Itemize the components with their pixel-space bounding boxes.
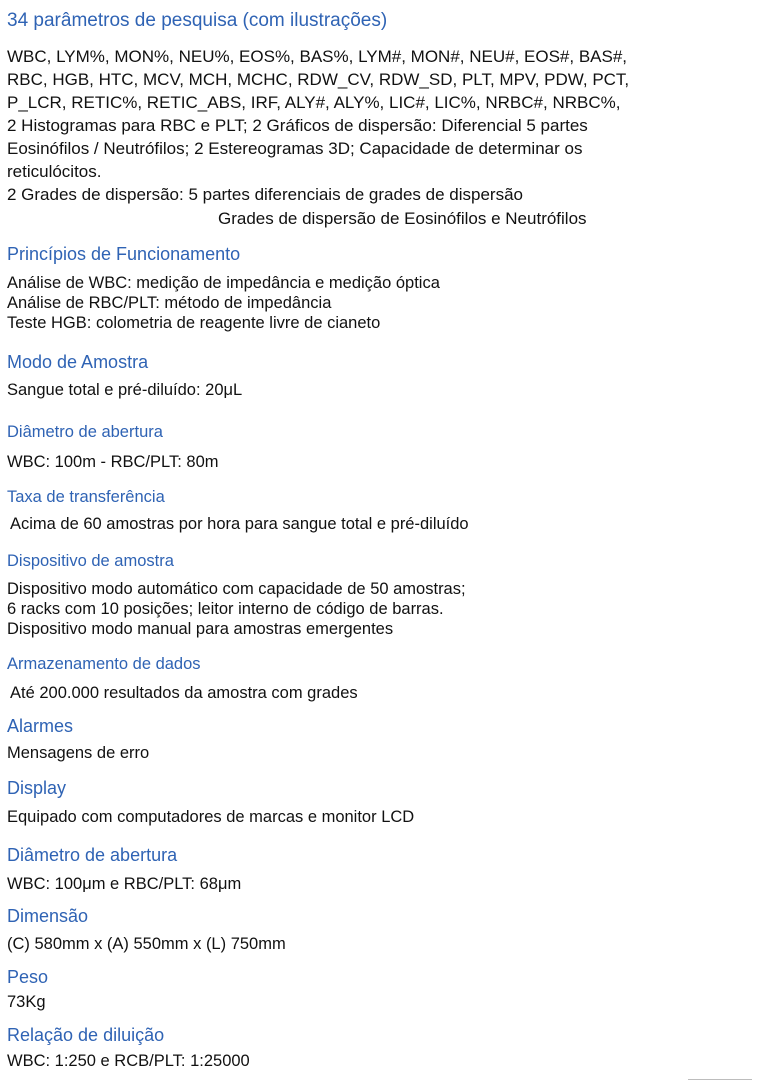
- display-line-1: Equipado com computadores de marcas e monitor LCD: [7, 808, 415, 826]
- principles-line-3: Teste HGB: colometria de reagente livre de cianeto: [7, 314, 381, 332]
- dilution-line-1: WBC: 1:250 e RCB/PLT: 1:25000: [7, 1052, 250, 1070]
- section-title-aperture-2: Diâmetro de abertura: [7, 845, 178, 865]
- throughput-line-1: Acima de 60 amostras por hora para sangue total e pré-diluído: [10, 515, 469, 533]
- section-title-display: Display: [7, 778, 67, 798]
- parameters-line-8: Grades de dispersão de Eosinófilos e Neutrófilos: [218, 209, 587, 228]
- section-title-sample-mode: Modo de Amostra: [7, 352, 149, 372]
- parameters-line-1: WBC, LYM%, MON%, NEU%, EOS%, BAS%, LYM#, MON#, NEU#, EOS#, BAS#,: [7, 47, 628, 66]
- principles-line-2: Análise de RBC/PLT: método de impedância: [7, 294, 332, 312]
- section-title-storage: Armazenamento de dados: [7, 655, 201, 673]
- storage-line-1: Até 200.000 resultados da amostra com grades: [10, 684, 358, 702]
- parameters-line-3: P_LCR, RETIC%, RETIC_ABS, IRF, ALY#, ALY%, LIC#, LIC%, NRBC#, NRBC%,: [7, 93, 621, 112]
- sample-device-line-3: Dispositivo modo manual para amostras emergentes: [7, 620, 394, 638]
- sample-mode-line-1: Sangue total e pré-diluído: 20μL: [7, 381, 243, 399]
- section-title-parameters: 34 parâmetros de pesquisa (com ilustrações): [7, 10, 388, 31]
- parameters-line-5: Eosinófilos / Neutrófilos; 2 Estereogramas 3D; Capacidade de determinar os: [7, 139, 583, 158]
- aperture-1-line-1: WBC: 100m - RBC/PLT: 80m: [7, 453, 219, 471]
- weight-line-1: 73Kg: [7, 993, 46, 1011]
- section-title-principles: Princípios de Funcionamento: [7, 244, 241, 264]
- principles-line-1: Análise de WBC: medição de impedância e medição óptica: [7, 274, 440, 292]
- section-title-weight: Peso: [7, 967, 49, 987]
- bottom-divider: [688, 1079, 752, 1080]
- section-title-alarms: Alarmes: [7, 716, 74, 736]
- aperture-2-line-1: WBC: 100μm e RBC/PLT: 68μm: [7, 875, 242, 893]
- section-title-dimension: Dimensão: [7, 906, 89, 926]
- dimension-line-1: (C) 580mm x (A) 550mm x (L) 750mm: [7, 935, 286, 953]
- section-title-sample-device: Dispositivo de amostra: [7, 552, 174, 570]
- sample-device-line-1: Dispositivo modo automático com capacidade de 50 amostras;: [7, 580, 466, 598]
- section-title-dilution: Relação de diluição: [7, 1025, 165, 1045]
- section-title-throughput: Taxa de transferência: [7, 488, 165, 506]
- parameters-line-7: 2 Grades de dispersão: 5 partes diferenciais de grades de dispersão: [7, 185, 523, 204]
- section-title-aperture-1: Diâmetro de abertura: [7, 423, 163, 441]
- alarms-line-1: Mensagens de erro: [7, 744, 150, 762]
- parameters-line-6: reticulócitos.: [7, 162, 102, 181]
- parameters-line-2: RBC, HGB, HTC, MCV, MCH, MCHC, RDW_CV, RDW_SD, PLT, MPV, PDW, PCT,: [7, 70, 630, 89]
- parameters-line-4: 2 Histogramas para RBC e PLT; 2 Gráficos de dispersão: Diferencial 5 partes: [7, 116, 588, 135]
- sample-device-line-2: 6 racks com 10 posições; leitor interno de código de barras.: [7, 600, 444, 618]
